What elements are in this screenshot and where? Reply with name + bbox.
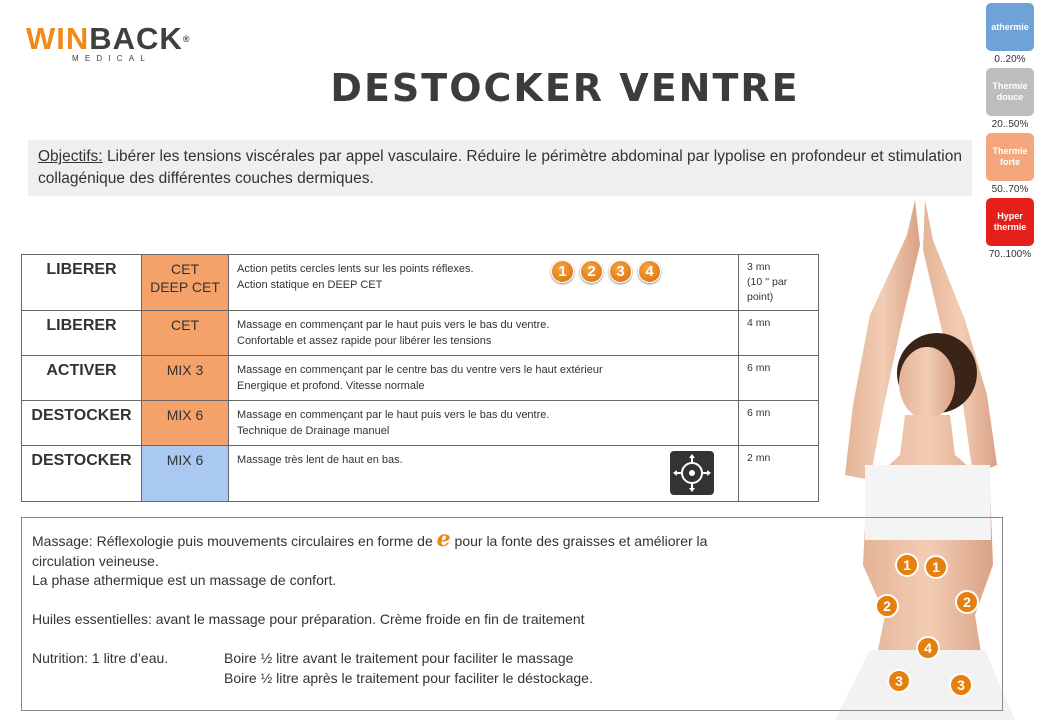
body-point-label: 2 [963, 594, 971, 610]
program-label: MIX 6 [166, 452, 204, 468]
duration-cell [739, 311, 819, 356]
point-marker: 2 [580, 260, 603, 283]
program-label: DEEP CET [150, 279, 220, 295]
table-row [22, 255, 819, 311]
logo-back: BACK [89, 21, 183, 56]
description-line: Massage en commençant par le haut puis vers le bas du ventre. [237, 409, 550, 421]
legend-range: 20..50% [991, 119, 1029, 130]
phase-cell: DESTOCKER [22, 446, 142, 502]
protocol-table [21, 254, 819, 502]
massage-text: Massage: Réflexologie puis mouvements circulaires en forme de [32, 533, 437, 549]
legend-range: 0..20% [994, 54, 1026, 65]
phase-cell: ACTIVER [22, 356, 142, 401]
description-line: Massage en commençant par le centre bas du ventre vers le haut extérieur [237, 364, 603, 376]
description-cell [229, 401, 739, 446]
body-point-label: 3 [895, 673, 903, 689]
legend-swatch [986, 68, 1034, 116]
program-cell [142, 401, 229, 446]
massage-note [32, 526, 992, 552]
description-line: Technique de Drainage manuel [237, 425, 390, 437]
oils-note: Huiles essentielles: avant le massage pour préparation. Crème froide en fin de traitement [32, 611, 585, 627]
nutrition-label: Nutrition: 1 litre d’eau. [32, 650, 169, 666]
point-marker: 1 [551, 260, 574, 283]
table-row [22, 446, 819, 502]
program-cell [142, 446, 229, 502]
logo-wordmark [26, 22, 190, 56]
legend-item-athermie [985, 3, 1035, 68]
duration-value: 6 mn [747, 362, 771, 374]
duration-cell [739, 401, 819, 446]
duration-value: 3 mn [747, 261, 771, 273]
nutrition-details [224, 649, 593, 688]
program-label: CET [171, 261, 199, 277]
legend-label: athermie [991, 21, 1029, 32]
duration-cell [739, 255, 819, 311]
legend-label: Hyper thermie [993, 211, 1027, 232]
duration-note: (10 '' par point) [747, 276, 788, 303]
point-marker: 3 [609, 260, 632, 283]
program-cell [142, 255, 229, 311]
legend-range: 70..100% [988, 249, 1032, 260]
page-title: DESTOCKER VENTRE [330, 66, 800, 110]
duration-value: 2 mn [747, 452, 771, 464]
legend-item-thermie-forte [985, 133, 1035, 198]
phase-cell: LIBERER [22, 255, 142, 311]
winback-logo [26, 22, 190, 63]
description-cell [229, 356, 739, 401]
body-point-label: 4 [924, 640, 932, 656]
legend-label: Thermie forte [992, 146, 1028, 167]
table-row [22, 311, 819, 356]
duration-value: 4 mn [747, 317, 771, 329]
duration-value: 6 mn [747, 407, 771, 419]
massage-text: circulation veineuse. [32, 552, 159, 569]
logo-win: WIN [26, 21, 90, 56]
phase-cell: LIBERER [22, 311, 142, 356]
description-line: Energique et profond. Vitesse normale [237, 380, 425, 392]
duration-cell [739, 446, 819, 502]
target-icon [670, 451, 714, 495]
logo-subtitle: MEDICAL [72, 54, 151, 63]
program-cell [142, 356, 229, 401]
nutrition-note [32, 649, 992, 688]
body-point-label: 2 [883, 598, 891, 614]
point-marker: 4 [638, 260, 661, 283]
program-label: MIX 3 [166, 362, 204, 378]
legend-swatch [986, 133, 1034, 181]
description-cell [229, 446, 739, 502]
legend-label: Thermie douce [992, 81, 1028, 102]
program-label: CET [171, 317, 199, 333]
duration-cell [739, 356, 819, 401]
objectives-box [28, 140, 972, 196]
objectives-label: Objectifs: [38, 148, 103, 165]
objectives-text: Libérer les tensions viscérales par appel vasculaire. Réduire le périmètre abdominal par lypolise en profondeur et stimulation collagénique des différentes couches dermiques. [38, 148, 962, 187]
body-point-label: 1 [932, 559, 940, 575]
description-cell [229, 311, 739, 356]
body-point-label: 3 [957, 677, 965, 693]
legend-range: 50..70% [991, 184, 1029, 195]
description-cell [229, 255, 739, 311]
notes-box [21, 517, 1003, 711]
body-point-label: 1 [903, 557, 911, 573]
logo-registered: ® [182, 34, 191, 44]
phase-cell: DESTOCKER [22, 401, 142, 446]
program-label: MIX 6 [166, 407, 204, 423]
table-row [22, 401, 819, 446]
nutrition-line: Boire ½ litre après le traitement pour faciliter le déstockage. [224, 669, 593, 686]
nutrition-line: Boire ½ litre avant le traitement pour faciliter le massage [224, 650, 574, 666]
description-line: Massage en commençant par le haut puis vers le bas du ventre. [237, 319, 550, 331]
program-cell [142, 311, 229, 356]
description-line: Massage très lent de haut en bas. [237, 454, 403, 466]
description-line: Action statique en DEEP CET [237, 279, 383, 291]
legend-swatch [986, 3, 1034, 51]
table-row [22, 356, 819, 401]
e-shape-glyph: e [436, 526, 451, 552]
athermie-note: La phase athermique est un massage de confort. [32, 572, 337, 588]
description-line: Confortable et assez rapide pour libérer les tensions [237, 335, 492, 347]
massage-text: pour la fonte des graisses et améliorer la [450, 533, 708, 549]
legend-item-thermie-douce [985, 68, 1035, 133]
description-line: Action petits cercles lents sur les points réflexes. [237, 263, 474, 275]
